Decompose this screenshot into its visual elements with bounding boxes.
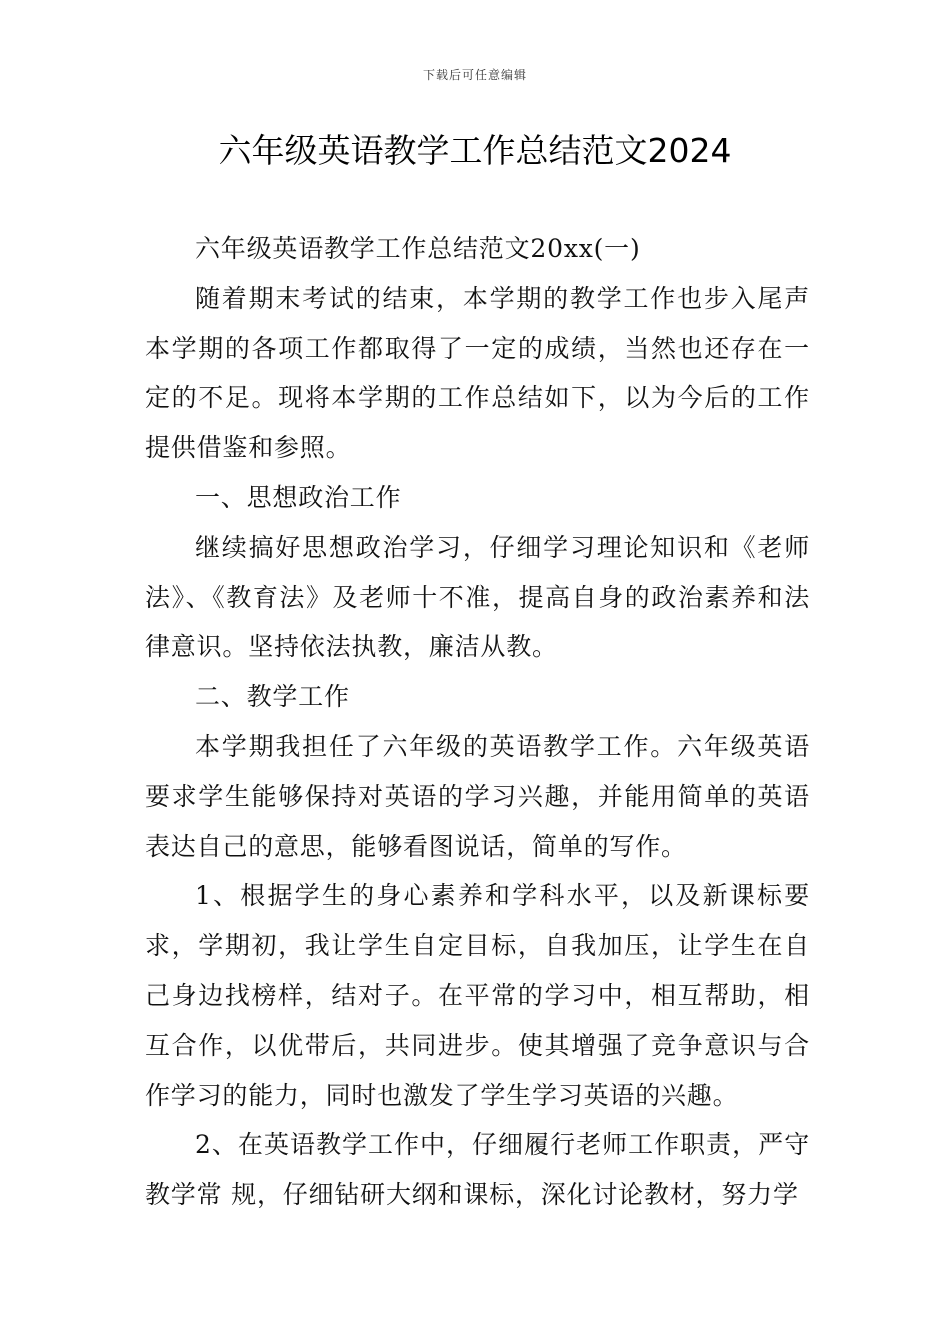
document-title: 六年级英语教学工作总结范文2024 (218, 131, 732, 170)
paragraph-intro: 随着期末考试的结束，本学期的教学工作也步入尾声本学期的各项工作都取得了一定的成绩，当然也还存在一定的不足。现将本学期的工作总结如下，以为今后的工作提供借鉴和参照。 (145, 283, 810, 463)
paragraph-item-2: 2、在英语教学工作中，仔细履行老师工作职责，严守教学常 规，仔细钻研大纲和课标，深化讨论教材，努力学 (145, 1130, 810, 1210)
paragraph-political: 继续搞好思想政治学习，仔细学习理论知识和《老师法》、《教育法》及老师十不准，提高自身的政治素养和法律意识。坚持依法执教，廉洁从教。 (145, 532, 810, 662)
document-body (145, 224, 810, 1220)
section-heading-teaching: 二、教学工作 (195, 682, 350, 712)
paragraph-subtitle: 六年级英语教学工作总结范文20xx(一) (195, 234, 641, 263)
paragraph-item-1: 1、根据学生的身心素养和学科水平，以及新课标要求，学期初，我让学生自定目标，自我加压，让学生在自己身边找榜样，结对子。在平常的学习中，相互帮助，相互合作，以优带后，共同进步。使其增强了竞争意识与合作学习的能力，同时也激发了学生学习英语的兴趣。 (145, 881, 810, 1110)
section-heading-political: 一、思想政治工作 (195, 482, 402, 512)
header-note: 下载后可任意编辑 (422, 68, 527, 82)
paragraph-teaching: 本学期我担任了六年级的英语教学工作。六年级英语要求学生能够保持对英语的学习兴趣，并能用简单的英语表达自己的意思，能够看图说话，简单的写作。 (145, 731, 810, 861)
